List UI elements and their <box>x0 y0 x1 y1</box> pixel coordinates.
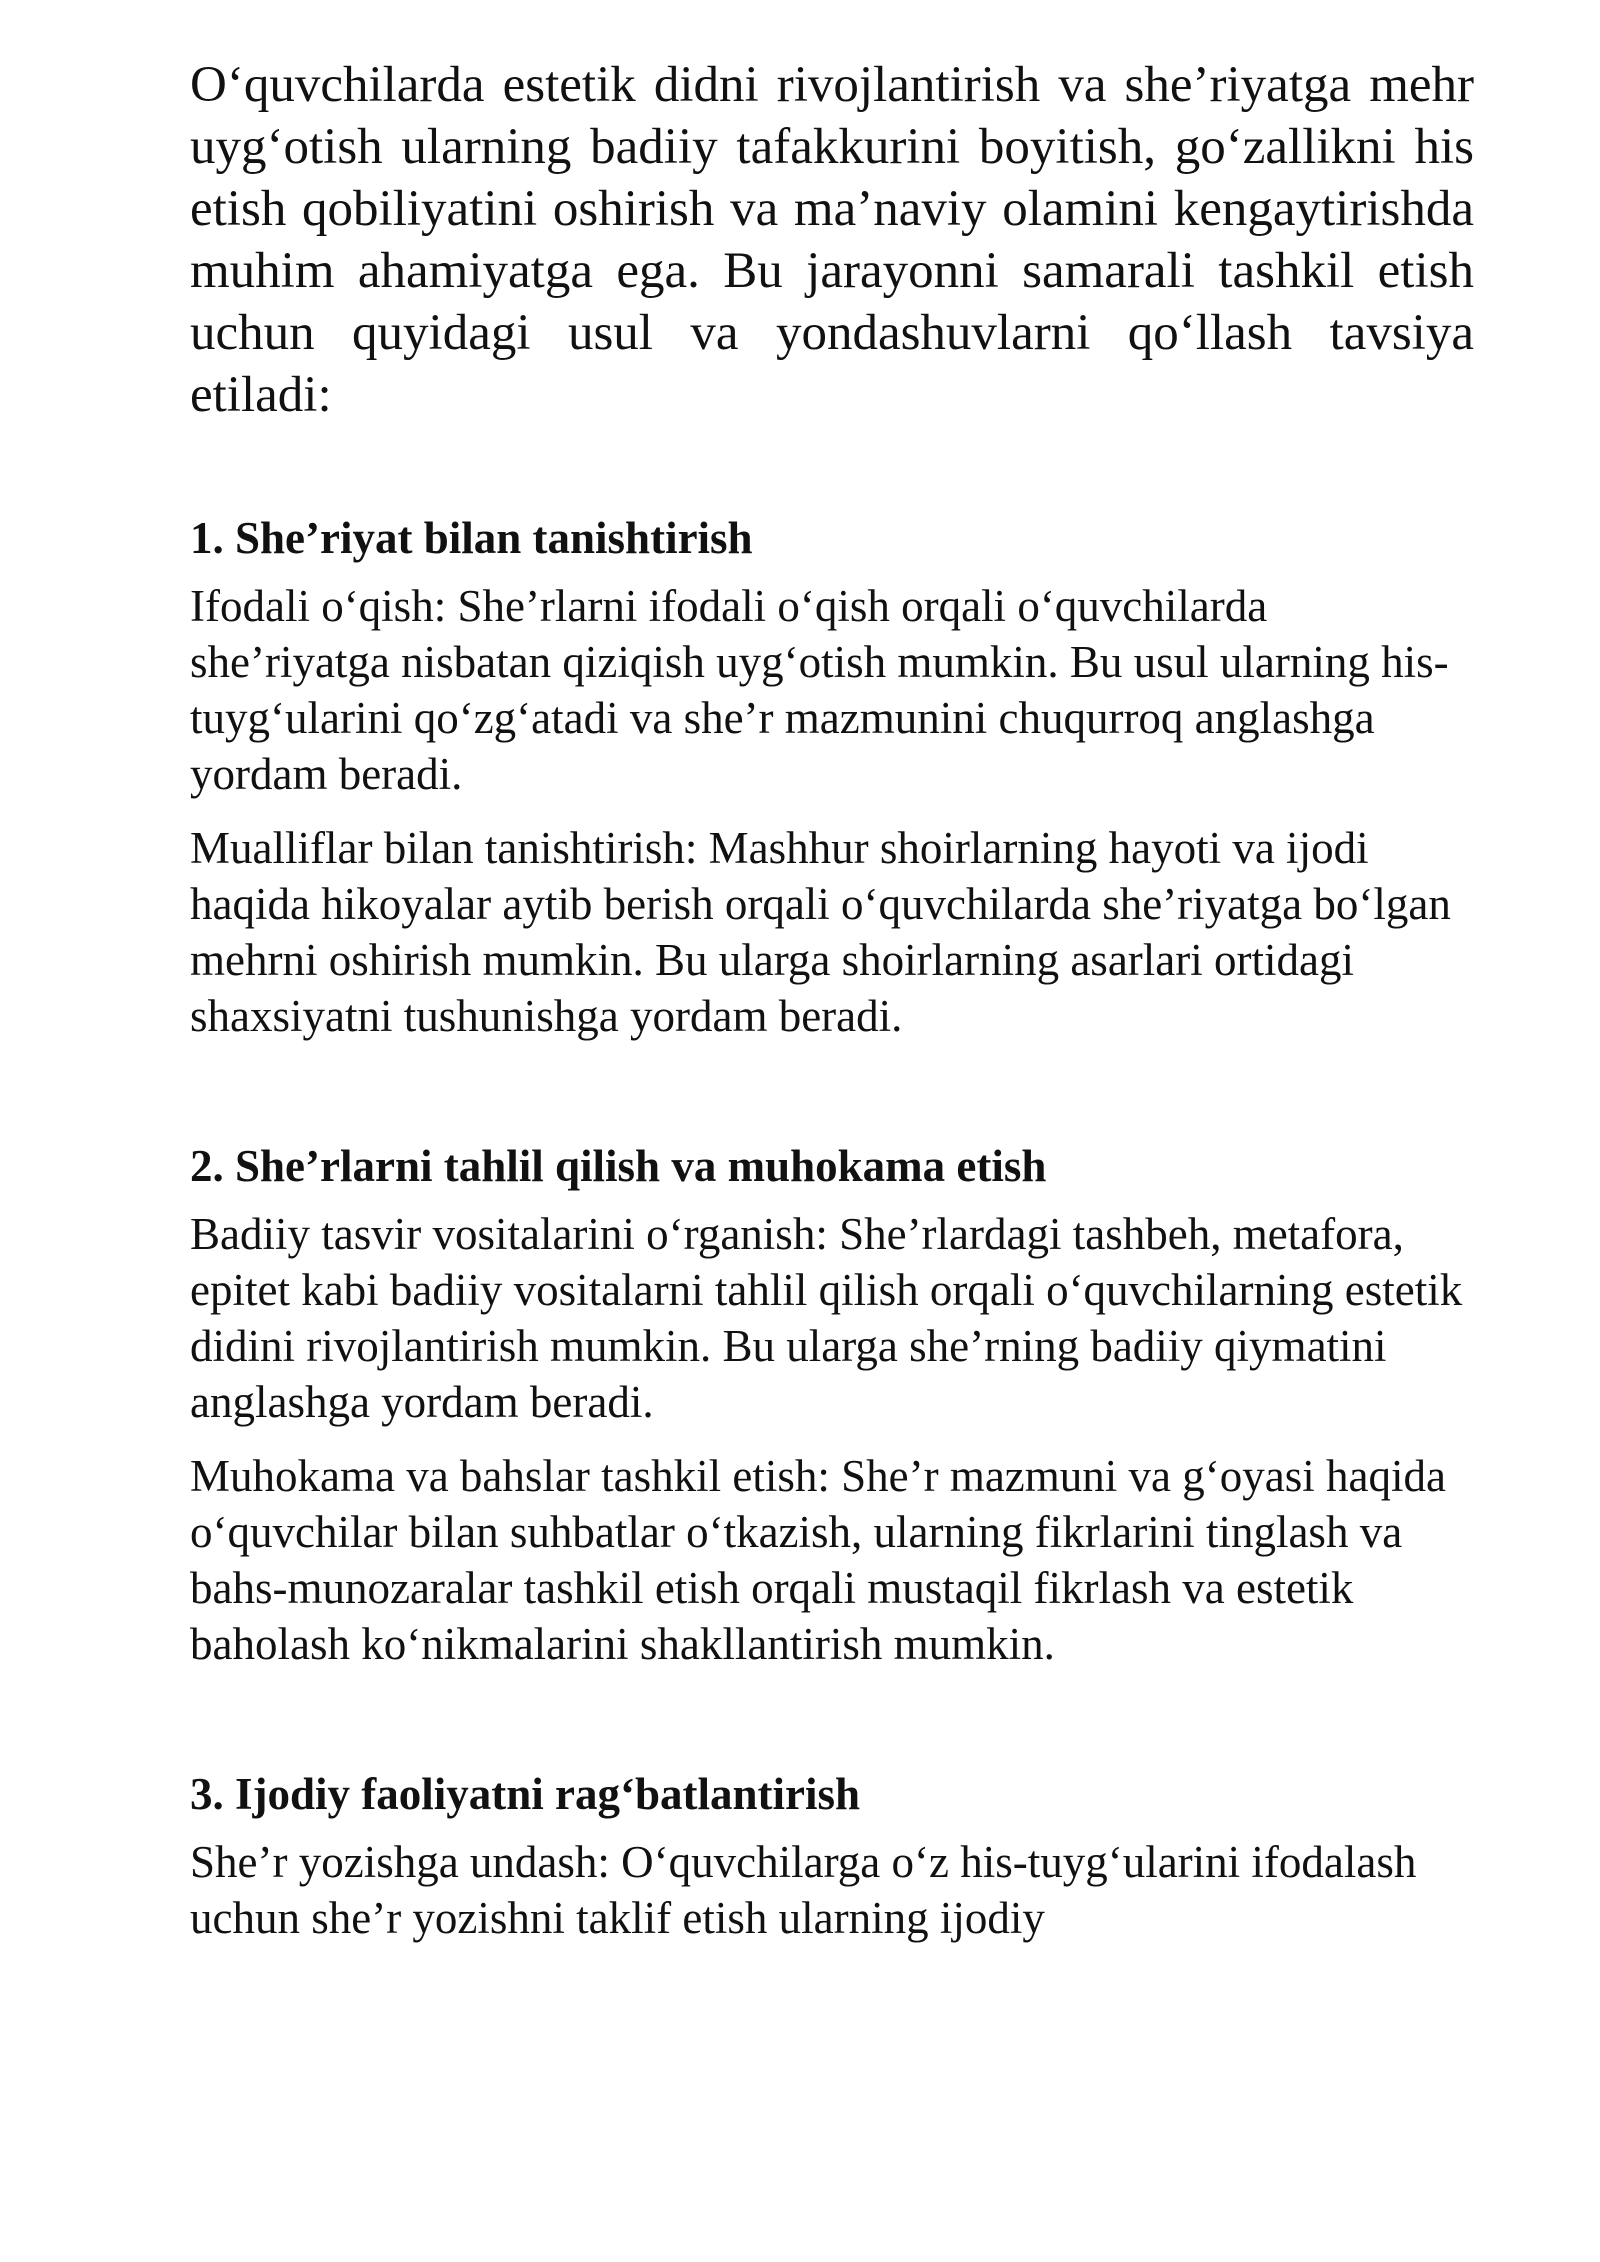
paragraph-mualliflar: Mualliflar bilan tanishtirish: Mashhur shoirlarning hayoti va ijodi haqida hikoyalar aytib berish orqali o‘quvchilarda she’riyatga bo‘lgan mehrni oshirish mumkin. Bu ularga shoirlarning asarlari ortidagi shaxsiyatni tushunishga yordam beradi. <box>190 823 1451 1041</box>
intro-paragraph: O‘quvchilarda estetik didni rivojlantirish va she’riyatga mehr uyg‘otish ularning badiiy tafakkurini boyitish, go‘zallikni his etish qobiliyatini oshirish va ma’naviy olamini kengaytirishda muhim ahamiyatga ega. Bu jarayonni samarali tashkil etish uchun quyidagi usul va yondashuvlarni qo‘llash tavsiya etiladi: <box>190 57 1474 423</box>
paragraph-ifodali-oqish: Ifodali o‘qish: She’rlarni ifodali o‘qish orqali o‘quvchilarda she’riyatga nisbatan qiziqish uyg‘otish mumkin. Bu usul ularning his-tuyg‘ularini qo‘zg‘atadi va she’r mazmunini chuqurroq anglashga yordam beradi. <box>190 581 1449 799</box>
document-page <box>190 54 1474 1946</box>
section-heading-1: 1. She’riyat bilan tanishtirish <box>190 513 753 563</box>
section-heading-3: 3. Ijodiy faoliyatni rag‘batlantirish <box>190 1769 861 1819</box>
paragraph-badiiy-tasvir: Badiiy tasvir vositalarini o‘rganish: She’rlardagi tashbeh, metafora, epitet kabi badiiy vositalarni tahlil qilish orqali o‘quvchilarning estetik didini rivojlantirish mumkin. Bu ularga she’rning badiiy qiymatini anglashga yordam beradi. <box>190 1209 1463 1427</box>
paragraph-muhokama: Muhokama va bahslar tashkil etish: She’r mazmuni va g‘oyasi haqida o‘quvchilar bilan suhbatlar o‘tkazish, ularning fikrlarini tinglash va bahs-munozaralar tashkil etish orqali mustaqil fikrlash va estetik baholash ko‘nikmalarini shakllantirish mumkin. <box>190 1451 1446 1669</box>
section-heading-2: 2. She’rlarni tahlil qilish va muhokama etish <box>190 1141 1047 1191</box>
paragraph-sher-yozish: She’r yozishga undash: O‘quvchilarga o‘z his-tuyg‘ularini ifodalash uchun she’r yozishni taklif etish ularning ijodiy <box>190 1837 1417 1943</box>
